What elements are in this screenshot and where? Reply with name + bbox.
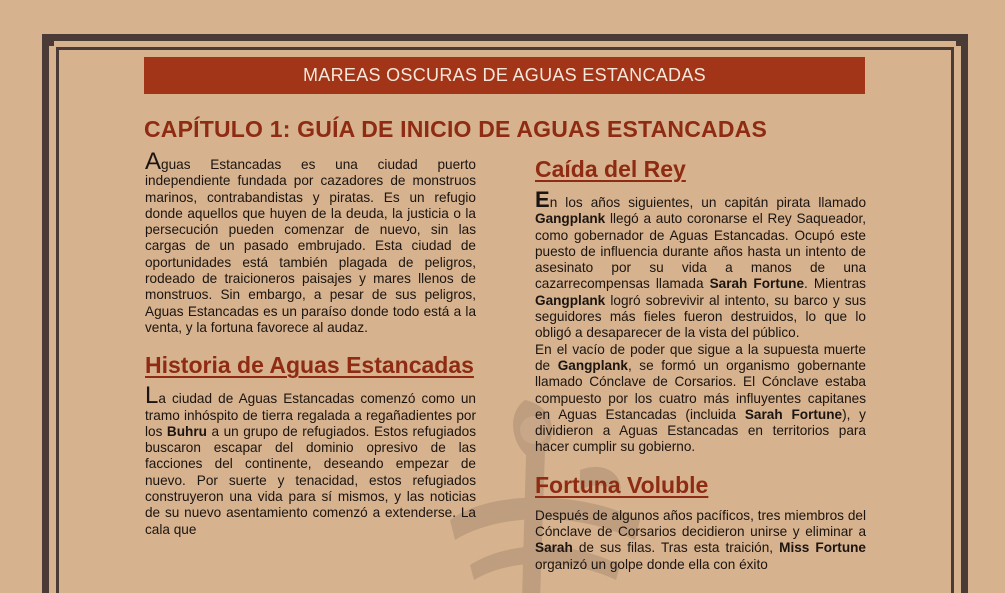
historia-paragraph	[145, 382, 477, 538]
caida-p2-t2: , se formó un organismo gobernante llamado Cónclave de Corsarios. El Cónclave estaba compuesto por los cuatro más influyentes capitanes en Aguas Estancadas (incluida	[535, 357, 866, 422]
banner-title: MAREAS OSCURAS DE AGUAS ESTANCADAS	[303, 65, 706, 85]
fortuna-paragraph	[535, 508, 866, 573]
fortuna-t3: organizó un golpe donde ella con éxito	[535, 556, 768, 572]
intro-dropcap: A	[145, 148, 162, 175]
document-header-banner	[144, 57, 865, 94]
caida-p2-b1: Gangplank	[557, 357, 628, 373]
section-title-caida: Caída del Rey	[535, 156, 686, 182]
historia-dropcap: L	[145, 382, 159, 410]
caida-p1-t3: . Mientras	[804, 276, 866, 292]
caida-p1-b2: Sarah Fortune	[709, 276, 805, 292]
frame-corner-left	[42, 34, 54, 46]
historia-bold-buhru: Buhru	[166, 423, 207, 439]
chapter-title: CAPÍTULO 1: GUÍA DE INICIO DE AGUAS ESTANCADAS	[144, 116, 767, 142]
caida-p1-b1: Gangplank	[535, 211, 606, 227]
section-title-historia: Historia de Aguas Estancadas	[145, 352, 474, 379]
caida-p1-t1: n los años siguientes, un capitán pirata llamado	[549, 195, 866, 210]
caida-dropcap: E	[535, 187, 550, 212]
intro-paragraph	[145, 148, 476, 336]
caida-p1-b3: Gangplank	[535, 292, 606, 308]
caida-p1-t4: logró sobrevivir al intento, su barco y sus seguidores más fieles fueron destruidos, lo que lo obligó a desaparecer de la vista del público.	[535, 292, 866, 341]
frame-corner-right	[956, 34, 968, 46]
fortuna-t1: Después de algunos años pacíficos, tres miembros del Cónclave de Corsarios decidieron unirse y eliminar a	[535, 507, 866, 540]
fortuna-b2: Miss Fortune	[779, 540, 866, 556]
caida-p2-b2: Sarah Fortune	[744, 406, 843, 422]
fortuna-t2: de sus filas. Tras esta traición,	[572, 540, 780, 556]
intro-text: guas Estancadas es una ciudad puerto independiente fundada por cazadores de monstruos marinos, contrabandistas y piratas. Es un refugio donde aquellos que huyen de la deuda, la justicia o la persecución pueden comenzar de nuevo, sin las cargas de un pasado embrujado. Esta ciudad de oportunidades está también plagada de peligros, rodeado de traicioneros paisajes y mares llenos de monstruos. Sin embargo, a pesar de sus peligros, Aguas Estancadas es un paraíso donde todo está a la venta, y la fortuna favorece al audaz.	[145, 157, 476, 335]
historia-text-b: a un grupo de refugiados. Estos refugiados buscaron escapar del dominio opresivo de las facciones del continente, deseando empezar de nuevo. Por suerte y tenacidad, estos refugiados construyeron una vida para sí mismos, y las noticias de su nuevo asentamiento comenzó a extenderse. La cala que	[145, 423, 477, 537]
left-column	[145, 148, 477, 538]
caida-paragraph-2	[535, 342, 866, 456]
fortuna-b1: Sarah	[535, 540, 573, 556]
section-title-fortuna: Fortuna Voluble	[535, 471, 709, 498]
caida-paragraph-1	[535, 187, 866, 342]
caida-p2-t1: En el vacío de poder que sigue a la supuesta muerte de	[535, 341, 866, 373]
right-column	[535, 154, 866, 573]
caida-p2-t3: ), y dividieron a Aguas Estancadas en territorios para hacer cumplir su gobierno.	[535, 406, 866, 455]
historia-text-a: a ciudad de Aguas Estancadas comenzó como un tramo inhóspito de tierra regalada a regañadientes por los	[145, 391, 476, 439]
caida-p1-t2: llegó a auto coronarse el Rey Saqueador, como gobernador de Aguas Estancadas. Ocupó este puesto de influencia durante años hasta un intento de asesinato por su vida a manos de una cazarrecompensas llamada	[535, 211, 866, 292]
